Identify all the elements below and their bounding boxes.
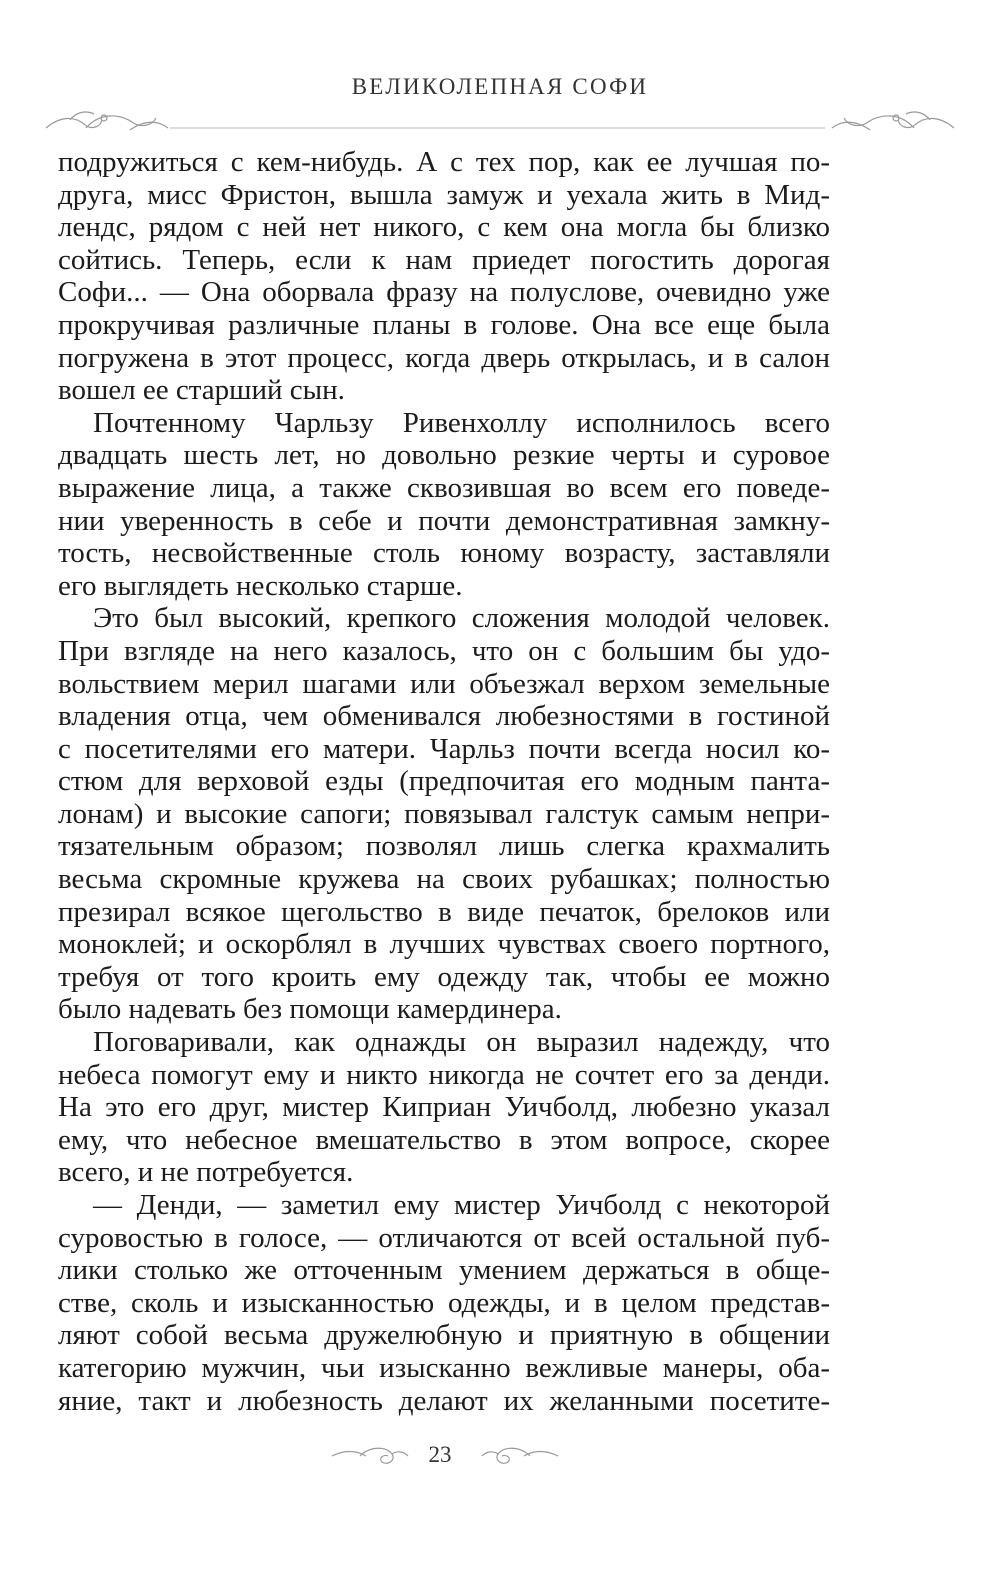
text-line: подружиться с кем-нибудь. А с тех пор, как ее лучшая по- bbox=[58, 146, 830, 178]
paragraph-2 bbox=[58, 407, 830, 603]
header-ornamental-rule bbox=[40, 106, 960, 136]
text-line: — Денди, — заметил ему мистер Уичболд с некоторой bbox=[93, 1189, 830, 1221]
text-line: стюм для верховой езды (предпочитая его модным панта- bbox=[58, 765, 830, 798]
text-line: При взгляде на него казалось, что он с большим бы удо- bbox=[58, 634, 830, 667]
paragraph-5 bbox=[58, 1189, 830, 1417]
text-line: суровостью в голосе, — отличаются от всей остальной пуб- bbox=[58, 1221, 830, 1254]
text-line: Поговаривали, как однажды он выразил надежду, что bbox=[93, 1026, 830, 1059]
text-line: выражение лица, а также сквозившая во всем его поведе- bbox=[58, 471, 830, 504]
paragraph-1 bbox=[58, 146, 830, 407]
text-line: вольствием мерил шагами или объезжал верхом земельные bbox=[58, 667, 830, 700]
text-line: весьма скромные кружева на своих рубашках; полностью bbox=[58, 863, 830, 896]
running-title: ВЕЛИКОЛЕПНАЯ СОФИ bbox=[351, 74, 649, 99]
text-line: нии уверенность в себе и почти демонстративная замкну- bbox=[58, 504, 830, 537]
text-line: тязательным образом; позволял лишь слегка крахмалить bbox=[58, 830, 830, 863]
flourish-ornament-icon bbox=[832, 112, 954, 130]
running-header bbox=[40, 62, 960, 132]
text-line: прокручивая различные планы в голове. Она все еще была bbox=[58, 308, 830, 341]
text-line: ему, что небесное вмешательство в этом вопросе, скорее bbox=[58, 1123, 830, 1156]
paragraph-3 bbox=[58, 602, 830, 1026]
text-line: тость, несвойственные столь юному возрасту, заставляли bbox=[58, 537, 830, 570]
page-number: 23 bbox=[428, 1442, 452, 1467]
page-footer bbox=[0, 1430, 1000, 1480]
flourish-ornament-icon bbox=[480, 1440, 560, 1470]
text-line: лонам) и высокие сапоги; повязывал галстук самым непри- bbox=[58, 797, 830, 830]
paragraph-4 bbox=[58, 1026, 830, 1189]
text-line: всего, и не потребуется. bbox=[58, 1156, 354, 1189]
text-line: двадцать шесть лет, но довольно резкие черты и суровое bbox=[58, 439, 830, 472]
text-line: друга, мисс Фристон, вышла замуж и уехала жить в Мид- bbox=[58, 178, 830, 211]
text-line: Софи... — Она оборвала фразу на полуслове, очевидно уже bbox=[58, 276, 830, 309]
text-line: Почтенному Чарльзу Ривенхоллу исполнилось всего bbox=[93, 406, 830, 439]
text-line: владения отца, чем обменивался любезностями в гостиной bbox=[58, 700, 830, 733]
text-line: презирал всякое щегольство в виде печаток, брелоков или bbox=[58, 895, 830, 928]
text-line: стве, сколь и изысканностью одежды, и в целом представ- bbox=[58, 1286, 830, 1319]
text-line: Это был высокий, крепкого сложения молодой человек. bbox=[93, 602, 830, 635]
text-line: моноклей; и оскорблял в лучших чувствах своего портного, bbox=[58, 928, 830, 961]
text-line: лики столько же отточенным умением держаться в обще- bbox=[58, 1254, 830, 1287]
text-line: погружена в этот процесс, когда дверь открылась, и в салон bbox=[58, 341, 830, 374]
flourish-ornament-icon bbox=[46, 112, 168, 130]
text-line: его выглядеть несколько старше. bbox=[58, 569, 463, 602]
text-line: яние, такт и любезность делают их желанными посетите- bbox=[58, 1384, 830, 1417]
text-line: категорию мужчин, чьи изысканно вежливые манеры, оба- bbox=[58, 1351, 830, 1384]
text-line: с посетителями его матери. Чарльз почти всегда носил ко- bbox=[58, 732, 830, 765]
text-line: лендс, рядом с ней нет никого, с кем она могла бы близко bbox=[58, 211, 830, 244]
text-line: было надевать без помощи камердинера. bbox=[58, 993, 562, 1026]
text-line: небеса помогут ему и никто никогда не сочтет его за денди. bbox=[58, 1058, 830, 1091]
text-line: На это его друг, мистер Киприан Уичболд, любезно указал bbox=[58, 1091, 830, 1124]
text-line: требуя от того кроить ему одежду так, чтобы ее можно bbox=[58, 960, 830, 993]
text-line: сойтись. Теперь, если к нам приедет погостить дорогая bbox=[58, 243, 830, 276]
text-line: вошел ее старший сын. bbox=[58, 374, 345, 407]
body-text bbox=[58, 146, 830, 1417]
text-line: ляют собой весьма дружелюбную и приятную в общении bbox=[58, 1319, 830, 1352]
